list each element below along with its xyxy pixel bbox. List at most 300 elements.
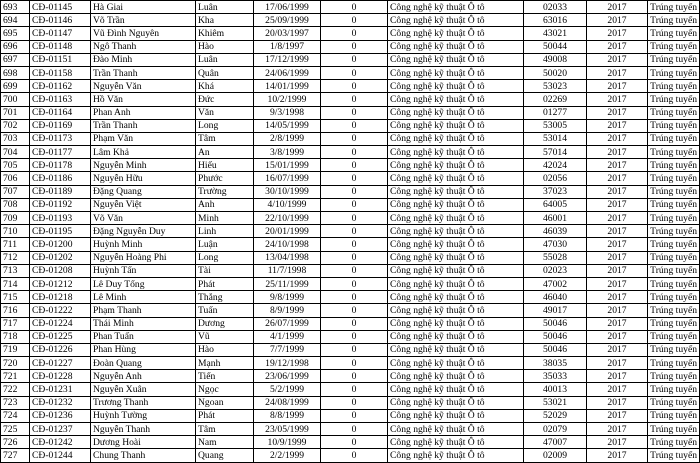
given-name-cell: Quân (196, 66, 254, 79)
status-cell: Trúng tuyển (648, 1, 700, 14)
year-cell: 2017 (587, 370, 648, 383)
surname-cell: Nguyễn Việt (91, 198, 196, 211)
birth-date-cell: 26/07/1999 (254, 317, 321, 330)
given-name-cell: Minh (196, 212, 254, 225)
year-cell: 2017 (587, 238, 648, 251)
year-cell: 2017 (587, 80, 648, 93)
major-cell: Công nghệ kỹ thuật Ô tô (388, 93, 524, 106)
row-number-cell: 711 (1, 238, 30, 251)
year-cell: 2017 (587, 132, 648, 145)
given-name-cell: Linh (196, 225, 254, 238)
exam-code-cell: 63016 (524, 14, 587, 27)
status-cell: Trúng tuyển (648, 66, 700, 79)
year-cell: 2017 (587, 27, 648, 40)
table-row (1, 80, 700, 93)
given-name-cell: Phước (196, 172, 254, 185)
row-number-cell: 696 (1, 40, 30, 53)
exam-code-cell: 50020 (524, 66, 587, 79)
status-cell: Trúng tuyển (648, 396, 700, 409)
given-name-cell: Dương (196, 317, 254, 330)
student-id-cell: CĐ-01146 (30, 14, 91, 27)
table-row (1, 277, 700, 290)
year-cell: 2017 (587, 357, 648, 370)
given-name-cell: Phát (196, 409, 254, 422)
status-cell: Trúng tuyển (648, 40, 700, 53)
given-name-cell: Văn (196, 106, 254, 119)
year-cell: 2017 (587, 423, 648, 436)
row-number-cell: 727 (1, 449, 30, 462)
row-number-cell: 720 (1, 357, 30, 370)
given-name-cell: Ngọc (196, 383, 254, 396)
given-name-cell: Tiến (196, 370, 254, 383)
table-body (1, 1, 700, 463)
surname-cell: Võ Văn (91, 212, 196, 225)
row-number-cell: 714 (1, 277, 30, 290)
given-name-cell: Phát (196, 277, 254, 290)
birth-date-cell: 11/7/1998 (254, 264, 321, 277)
table-row (1, 304, 700, 317)
surname-cell: Nguyễn Anh (91, 370, 196, 383)
given-name-cell: Hào (196, 343, 254, 356)
surname-cell: Phan Anh (91, 106, 196, 119)
score-cell: 0 (321, 225, 388, 238)
major-cell: Công nghệ kỹ thuật Ô tô (388, 330, 524, 343)
student-id-cell: CĐ-01192 (30, 198, 91, 211)
surname-cell: Phan Tuấn (91, 330, 196, 343)
major-cell: Công nghệ kỹ thuật Ô tô (388, 449, 524, 462)
student-id-cell: CĐ-01227 (30, 357, 91, 370)
major-cell: Công nghệ kỹ thuật Ô tô (388, 291, 524, 304)
given-name-cell: Hiếu (196, 159, 254, 172)
student-id-cell: CĐ-01178 (30, 159, 91, 172)
score-cell: 0 (321, 185, 388, 198)
row-number-cell: 718 (1, 330, 30, 343)
table-row (1, 212, 700, 225)
score-cell: 0 (321, 119, 388, 132)
status-cell: Trúng tuyển (648, 370, 700, 383)
surname-cell: Đặng Nguyễn Duy (91, 225, 196, 238)
status-cell: Trúng tuyển (648, 106, 700, 119)
table-row (1, 251, 700, 264)
status-cell: Trúng tuyển (648, 304, 700, 317)
row-number-cell: 699 (1, 80, 30, 93)
year-cell: 2017 (587, 212, 648, 225)
student-id-cell: CĐ-01151 (30, 53, 91, 66)
surname-cell: Ngô Thanh (91, 40, 196, 53)
year-cell: 2017 (587, 409, 648, 422)
birth-date-cell: 24/08/1999 (254, 396, 321, 409)
row-number-cell: 715 (1, 291, 30, 304)
exam-code-cell: 50046 (524, 317, 587, 330)
score-cell: 0 (321, 449, 388, 462)
table-row (1, 225, 700, 238)
exam-code-cell: 02033 (524, 1, 587, 14)
score-cell: 0 (321, 80, 388, 93)
row-number-cell: 719 (1, 343, 30, 356)
student-id-cell: CĐ-01186 (30, 172, 91, 185)
exam-code-cell: 53023 (524, 80, 587, 93)
birth-date-cell: 20/01/1999 (254, 225, 321, 238)
row-number-cell: 703 (1, 132, 30, 145)
major-cell: Công nghệ kỹ thuật Ô tô (388, 14, 524, 27)
given-name-cell: Tâm (196, 132, 254, 145)
surname-cell: Hồ Văn (91, 93, 196, 106)
year-cell: 2017 (587, 225, 648, 238)
major-cell: Công nghệ kỹ thuật Ô tô (388, 225, 524, 238)
birth-date-cell: 3/8/1999 (254, 146, 321, 159)
table-row (1, 159, 700, 172)
score-cell: 0 (321, 436, 388, 449)
major-cell: Công nghệ kỹ thuật Ô tô (388, 409, 524, 422)
birth-date-cell: 17/06/1999 (254, 1, 321, 14)
birth-date-cell: 2/2/1999 (254, 449, 321, 462)
exam-code-cell: 35033 (524, 370, 587, 383)
major-cell: Công nghệ kỹ thuật Ô tô (388, 251, 524, 264)
exam-code-cell: 43021 (524, 27, 587, 40)
birth-date-cell: 10/2/1999 (254, 93, 321, 106)
row-number-cell: 716 (1, 304, 30, 317)
status-cell: Trúng tuyển (648, 212, 700, 225)
status-cell: Trúng tuyển (648, 277, 700, 290)
row-number-cell: 726 (1, 436, 30, 449)
birth-date-cell: 4/1/1999 (254, 330, 321, 343)
student-id-cell: CĐ-01202 (30, 251, 91, 264)
score-cell: 0 (321, 14, 388, 27)
table-row (1, 146, 700, 159)
table-row (1, 172, 700, 185)
score-cell: 0 (321, 396, 388, 409)
table-row (1, 53, 700, 66)
birth-date-cell: 20/03/1997 (254, 27, 321, 40)
surname-cell: Phạm Văn (91, 132, 196, 145)
status-cell: Trúng tuyển (648, 27, 700, 40)
exam-code-cell: 53021 (524, 396, 587, 409)
major-cell: Công nghệ kỹ thuật Ô tô (388, 119, 524, 132)
exam-code-cell: 02269 (524, 93, 587, 106)
student-id-cell: CĐ-01148 (30, 40, 91, 53)
status-cell: Trúng tuyển (648, 185, 700, 198)
given-name-cell: Tâm (196, 423, 254, 436)
major-cell: Công nghệ kỹ thuật Ô tô (388, 106, 524, 119)
status-cell: Trúng tuyển (648, 225, 700, 238)
birth-date-cell: 25/09/1999 (254, 14, 321, 27)
status-cell: Trúng tuyển (648, 436, 700, 449)
student-id-cell: CĐ-01244 (30, 449, 91, 462)
exam-code-cell: 37023 (524, 185, 587, 198)
year-cell: 2017 (587, 304, 648, 317)
score-cell: 0 (321, 343, 388, 356)
student-id-cell: CĐ-01173 (30, 132, 91, 145)
table-row (1, 27, 700, 40)
table-row (1, 119, 700, 132)
exam-code-cell: 50046 (524, 330, 587, 343)
score-cell: 0 (321, 423, 388, 436)
table-row (1, 106, 700, 119)
major-cell: Công nghệ kỹ thuật Ô tô (388, 27, 524, 40)
row-number-cell: 709 (1, 212, 30, 225)
surname-cell: Nguyễn Hoàng Phi (91, 251, 196, 264)
given-name-cell: Quang (196, 449, 254, 462)
surname-cell: Phan Hùng (91, 343, 196, 356)
table-row (1, 357, 700, 370)
table-row (1, 409, 700, 422)
surname-cell: Trần Thanh (91, 119, 196, 132)
birth-date-cell: 4/10/1999 (254, 198, 321, 211)
exam-code-cell: 46001 (524, 212, 587, 225)
status-cell: Trúng tuyển (648, 423, 700, 436)
major-cell: Công nghệ kỹ thuật Ô tô (388, 53, 524, 66)
row-number-cell: 694 (1, 14, 30, 27)
score-cell: 0 (321, 409, 388, 422)
score-cell: 0 (321, 357, 388, 370)
row-number-cell: 695 (1, 27, 30, 40)
row-number-cell: 724 (1, 409, 30, 422)
status-cell: Trúng tuyển (648, 383, 700, 396)
table-row (1, 291, 700, 304)
student-id-cell: CĐ-01224 (30, 317, 91, 330)
exam-code-cell: 47002 (524, 277, 587, 290)
year-cell: 2017 (587, 251, 648, 264)
status-cell: Trúng tuyển (648, 449, 700, 462)
birth-date-cell: 8/8/1999 (254, 409, 321, 422)
exam-code-cell: 42024 (524, 159, 587, 172)
score-cell: 0 (321, 238, 388, 251)
exam-code-cell: 64005 (524, 198, 587, 211)
given-name-cell: Khá (196, 80, 254, 93)
birth-date-cell: 24/06/1999 (254, 66, 321, 79)
major-cell: Công nghệ kỹ thuật Ô tô (388, 423, 524, 436)
table-row (1, 185, 700, 198)
row-number-cell: 707 (1, 185, 30, 198)
surname-cell: Vũ Đình Nguyên (91, 27, 196, 40)
year-cell: 2017 (587, 14, 648, 27)
birth-date-cell: 9/8/1999 (254, 291, 321, 304)
birth-date-cell: 23/05/1999 (254, 423, 321, 436)
table-row (1, 238, 700, 251)
birth-date-cell: 2/8/1999 (254, 132, 321, 145)
year-cell: 2017 (587, 291, 648, 304)
row-number-cell: 701 (1, 106, 30, 119)
year-cell: 2017 (587, 343, 648, 356)
exam-code-cell: 38035 (524, 357, 587, 370)
table-row (1, 396, 700, 409)
score-cell: 0 (321, 277, 388, 290)
row-number-cell: 717 (1, 317, 30, 330)
major-cell: Công nghệ kỹ thuật Ô tô (388, 212, 524, 225)
score-cell: 0 (321, 159, 388, 172)
student-id-cell: CĐ-01163 (30, 93, 91, 106)
row-number-cell: 693 (1, 1, 30, 14)
student-id-cell: CĐ-01193 (30, 212, 91, 225)
given-name-cell: Thắng (196, 291, 254, 304)
score-cell: 0 (321, 212, 388, 225)
student-id-cell: CĐ-01162 (30, 80, 91, 93)
year-cell: 2017 (587, 159, 648, 172)
status-cell: Trúng tuyển (648, 14, 700, 27)
year-cell: 2017 (587, 66, 648, 79)
exam-code-cell: 50044 (524, 40, 587, 53)
row-number-cell: 708 (1, 198, 30, 211)
exam-code-cell: 02079 (524, 423, 587, 436)
table-row (1, 198, 700, 211)
year-cell: 2017 (587, 277, 648, 290)
major-cell: Công nghệ kỹ thuật Ô tô (388, 396, 524, 409)
exam-code-cell: 49017 (524, 304, 587, 317)
score-cell: 0 (321, 53, 388, 66)
score-cell: 0 (321, 66, 388, 79)
score-cell: 0 (321, 304, 388, 317)
surname-cell: Lê Minh (91, 291, 196, 304)
status-cell: Trúng tuyển (648, 53, 700, 66)
row-number-cell: 705 (1, 159, 30, 172)
surname-cell: Chung Thanh (91, 449, 196, 462)
birth-date-cell: 5/2/1999 (254, 383, 321, 396)
row-number-cell: 712 (1, 251, 30, 264)
row-number-cell: 706 (1, 172, 30, 185)
student-id-cell: CĐ-01147 (30, 27, 91, 40)
birth-date-cell: 30/10/1999 (254, 185, 321, 198)
surname-cell: Nguyễn Hữu (91, 172, 196, 185)
row-number-cell: 722 (1, 383, 30, 396)
status-cell: Trúng tuyển (648, 159, 700, 172)
status-cell: Trúng tuyển (648, 198, 700, 211)
row-number-cell: 700 (1, 93, 30, 106)
status-cell: Trúng tuyển (648, 93, 700, 106)
table-row (1, 436, 700, 449)
student-id-cell: CĐ-01164 (30, 106, 91, 119)
surname-cell: Trần Thanh (91, 66, 196, 79)
surname-cell: Dương Hoài (91, 436, 196, 449)
year-cell: 2017 (587, 172, 648, 185)
given-name-cell: An (196, 146, 254, 159)
year-cell: 2017 (587, 317, 648, 330)
given-name-cell: Tuấn (196, 304, 254, 317)
birth-date-cell: 25/11/1999 (254, 277, 321, 290)
major-cell: Công nghệ kỹ thuật Ô tô (388, 1, 524, 14)
student-id-cell: CĐ-01177 (30, 146, 91, 159)
student-id-cell: CĐ-01222 (30, 304, 91, 317)
major-cell: Công nghệ kỹ thuật Ô tô (388, 436, 524, 449)
major-cell: Công nghệ kỹ thuật Ô tô (388, 198, 524, 211)
major-cell: Công nghệ kỹ thuật Ô tô (388, 132, 524, 145)
surname-cell: Nguyễn Xuân (91, 383, 196, 396)
birth-date-cell: 8/9/1999 (254, 304, 321, 317)
student-id-cell: CĐ-01195 (30, 225, 91, 238)
status-cell: Trúng tuyển (648, 409, 700, 422)
exam-code-cell: 53014 (524, 132, 587, 145)
year-cell: 2017 (587, 106, 648, 119)
score-cell: 0 (321, 264, 388, 277)
exam-code-cell: 53005 (524, 119, 587, 132)
given-name-cell: Đức (196, 93, 254, 106)
status-cell: Trúng tuyển (648, 132, 700, 145)
student-id-cell: CĐ-01231 (30, 383, 91, 396)
birth-date-cell: 16/07/1999 (254, 172, 321, 185)
birth-date-cell: 14/01/1999 (254, 80, 321, 93)
surname-cell: Nguyễn Văn (91, 80, 196, 93)
table-row (1, 1, 700, 14)
exam-code-cell: 46039 (524, 225, 587, 238)
student-id-cell: CĐ-01242 (30, 436, 91, 449)
surname-cell: Võ Trần (91, 14, 196, 27)
table-row (1, 330, 700, 343)
birth-date-cell: 17/12/1999 (254, 53, 321, 66)
score-cell: 0 (321, 27, 388, 40)
given-name-cell: Trường (196, 185, 254, 198)
major-cell: Công nghệ kỹ thuật Ô tô (388, 383, 524, 396)
year-cell: 2017 (587, 119, 648, 132)
birth-date-cell: 7/7/1999 (254, 343, 321, 356)
birth-date-cell: 24/10/1998 (254, 238, 321, 251)
surname-cell: Hà Giai (91, 1, 196, 14)
exam-code-cell: 47030 (524, 238, 587, 251)
status-cell: Trúng tuyển (648, 291, 700, 304)
student-id-cell: CĐ-01236 (30, 409, 91, 422)
exam-code-cell: 49008 (524, 53, 587, 66)
major-cell: Công nghệ kỹ thuật Ô tô (388, 80, 524, 93)
given-name-cell: Long (196, 119, 254, 132)
score-cell: 0 (321, 251, 388, 264)
given-name-cell: Ngoan (196, 396, 254, 409)
year-cell: 2017 (587, 40, 648, 53)
surname-cell: Huỳnh Minh (91, 238, 196, 251)
row-number-cell: 697 (1, 53, 30, 66)
student-id-cell: CĐ-01189 (30, 185, 91, 198)
row-number-cell: 702 (1, 119, 30, 132)
student-id-cell: CĐ-01226 (30, 343, 91, 356)
student-id-cell: CĐ-01208 (30, 264, 91, 277)
birth-date-cell: 22/10/1999 (254, 212, 321, 225)
status-cell: Trúng tuyển (648, 330, 700, 343)
given-name-cell: Kha (196, 14, 254, 27)
table-row (1, 423, 700, 436)
given-name-cell: Vũ (196, 330, 254, 343)
student-id-cell: CĐ-01212 (30, 277, 91, 290)
status-cell: Trúng tuyển (648, 119, 700, 132)
birth-date-cell: 19/12/1998 (254, 357, 321, 370)
row-number-cell: 723 (1, 396, 30, 409)
score-cell: 0 (321, 93, 388, 106)
status-cell: Trúng tuyển (648, 80, 700, 93)
table-row (1, 14, 700, 27)
table-row (1, 66, 700, 79)
student-id-cell: CĐ-01218 (30, 291, 91, 304)
exam-code-cell: 02009 (524, 449, 587, 462)
exam-code-cell: 50046 (524, 343, 587, 356)
major-cell: Công nghệ kỹ thuật Ô tô (388, 238, 524, 251)
table-row (1, 343, 700, 356)
year-cell: 2017 (587, 396, 648, 409)
student-id-cell: CĐ-01237 (30, 423, 91, 436)
given-name-cell: Hào (196, 40, 254, 53)
row-number-cell: 704 (1, 146, 30, 159)
status-cell: Trúng tuyển (648, 264, 700, 277)
table-row (1, 370, 700, 383)
major-cell: Công nghệ kỹ thuật Ô tô (388, 304, 524, 317)
given-name-cell: Nam (196, 436, 254, 449)
major-cell: Công nghệ kỹ thuật Ô tô (388, 370, 524, 383)
exam-code-cell: 47007 (524, 436, 587, 449)
birth-date-cell: 14/05/1999 (254, 119, 321, 132)
major-cell: Công nghệ kỹ thuật Ô tô (388, 264, 524, 277)
row-number-cell: 698 (1, 66, 30, 79)
status-cell: Trúng tuyển (648, 343, 700, 356)
birth-date-cell: 1/8/1997 (254, 40, 321, 53)
major-cell: Công nghệ kỹ thuật Ô tô (388, 185, 524, 198)
year-cell: 2017 (587, 93, 648, 106)
surname-cell: Nguyễn Thanh (91, 423, 196, 436)
birth-date-cell: 15/01/1999 (254, 159, 321, 172)
